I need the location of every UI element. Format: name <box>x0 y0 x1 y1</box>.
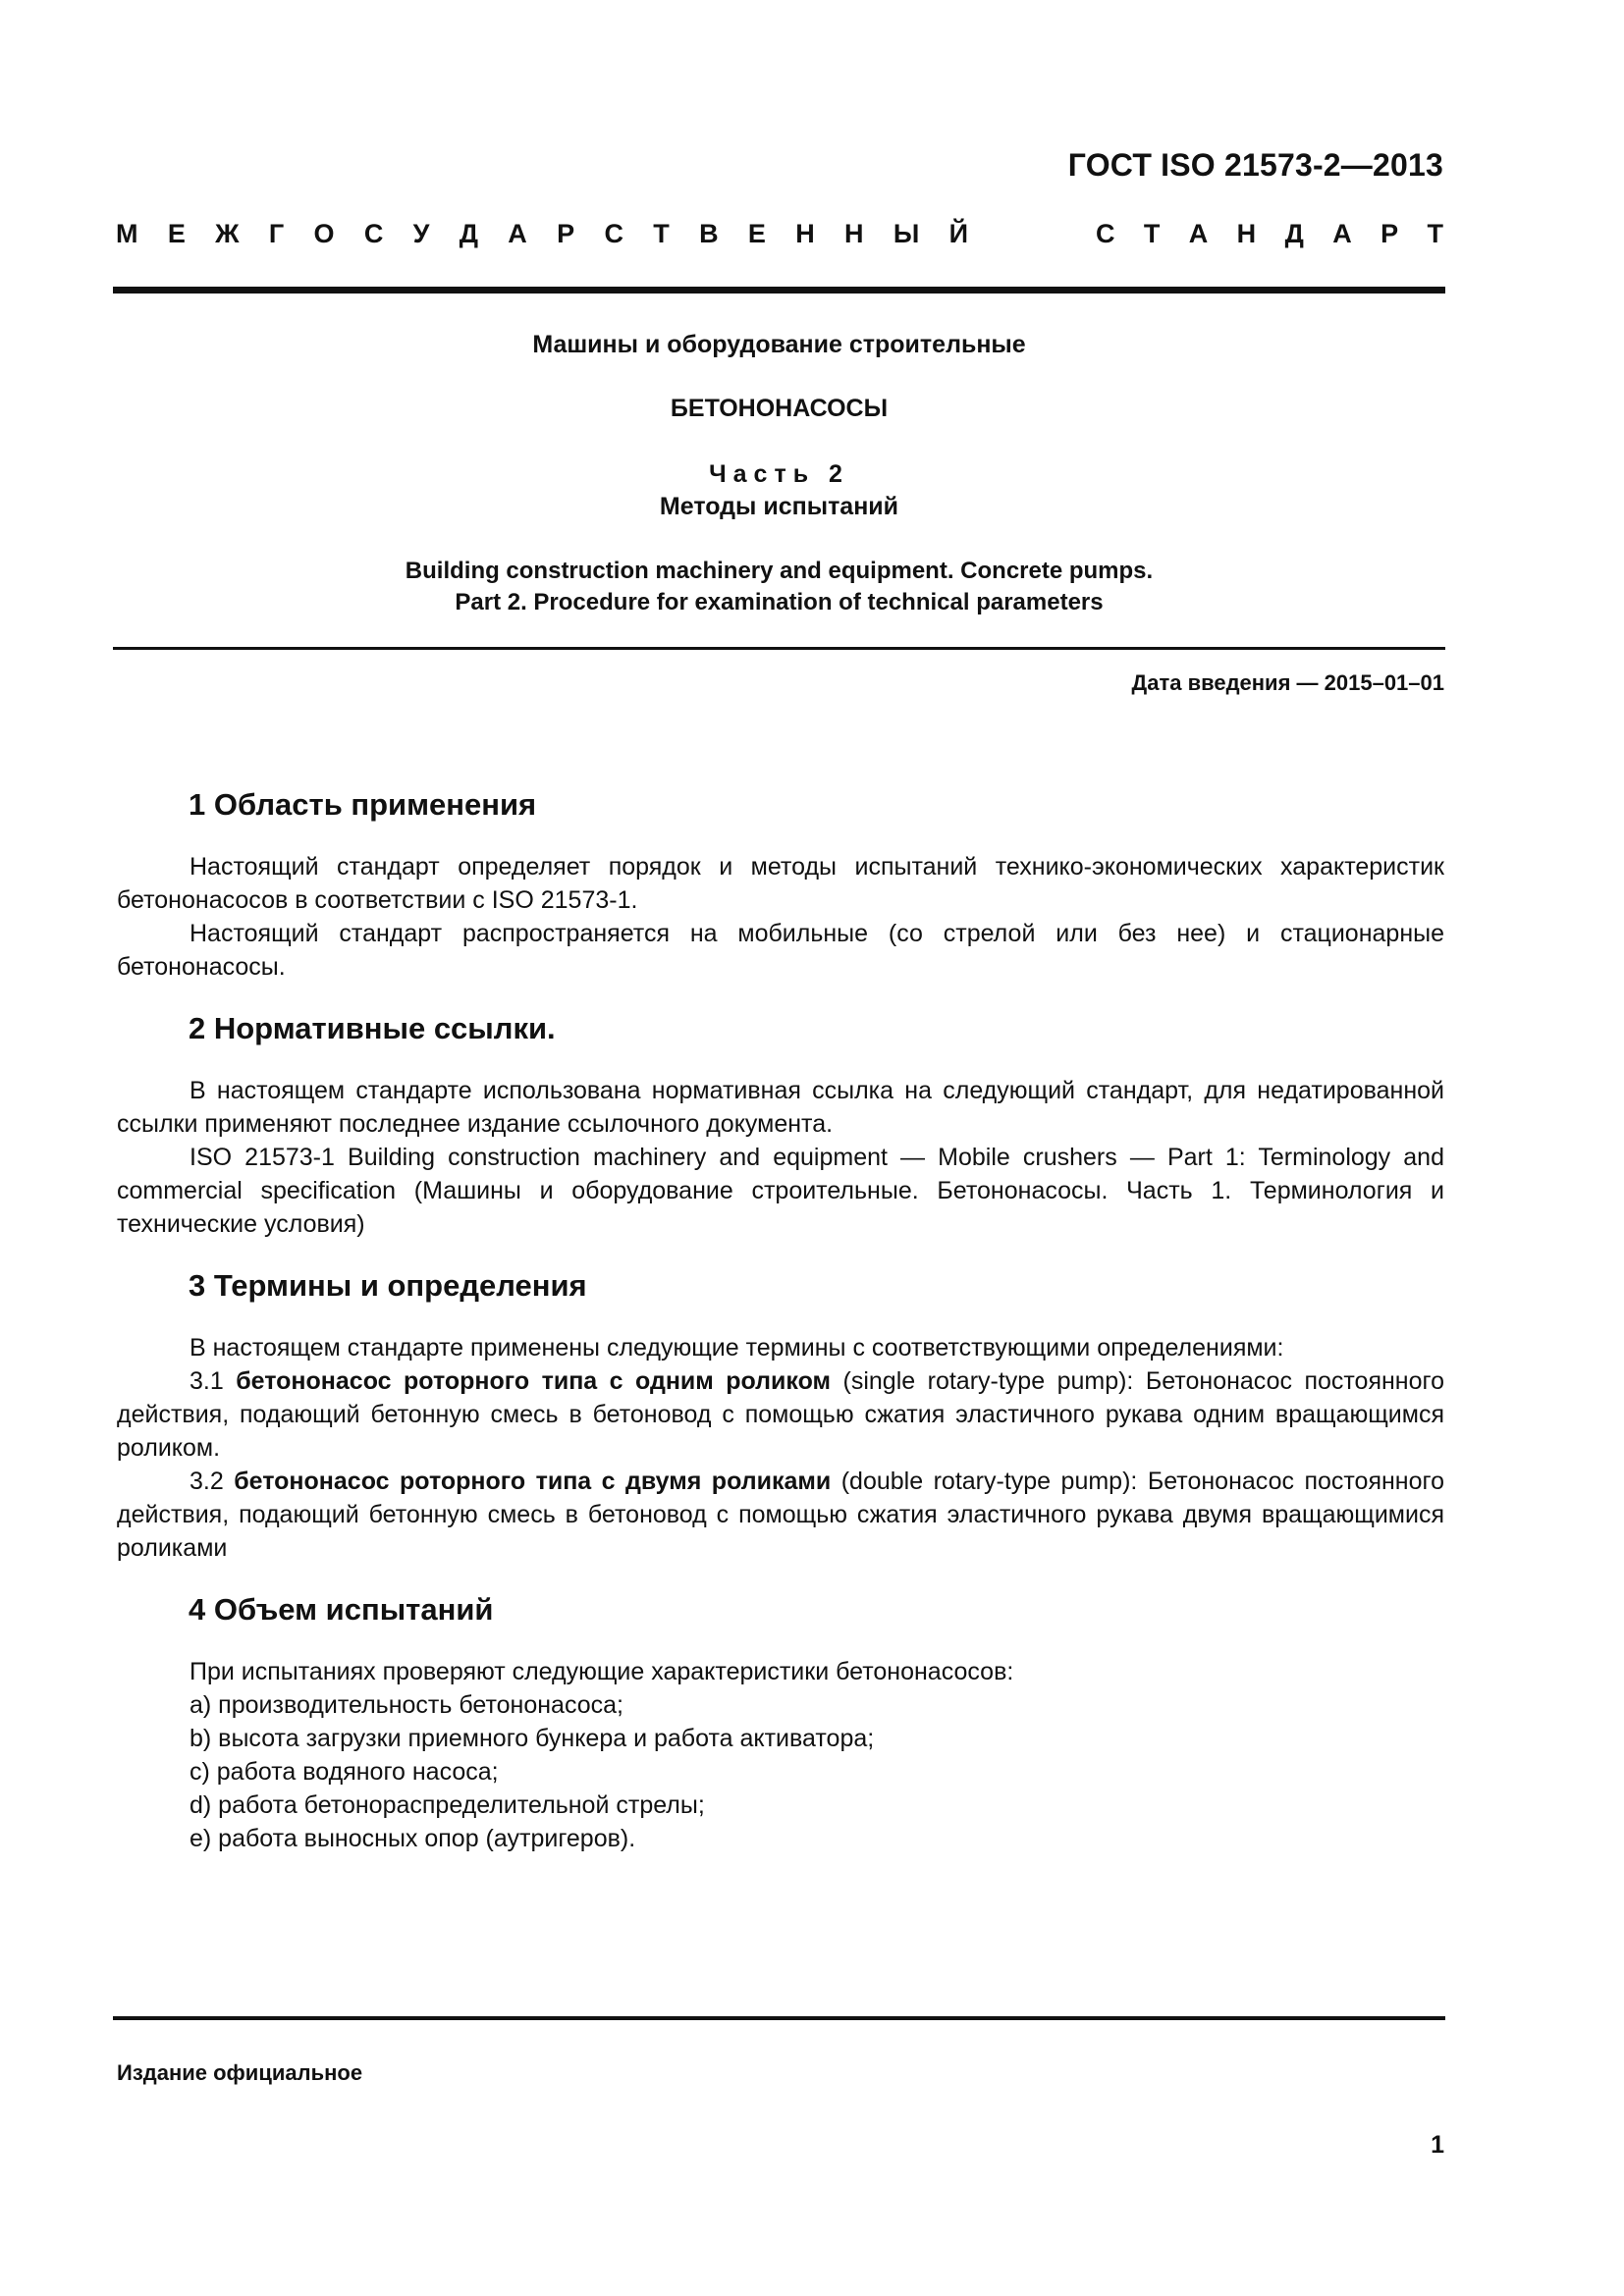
title-category: Машины и оборудование строительные <box>532 331 1026 358</box>
section-heading: 2 Нормативные ссылки. <box>189 1011 556 1045</box>
interstate-standard-heading <box>116 219 1443 249</box>
term-text: (double rotary-type pump): Бетононасос постоянного действия, подающий бетонную смесь в бетоновод с помощью сжатия эластичного рукава двумя вращающимися роликами <box>117 1468 1444 1562</box>
official-edition-label: Издание официальное <box>117 2060 363 2085</box>
heading-letter: Ы <box>893 219 920 248</box>
heading-letter: А <box>1188 219 1209 248</box>
heading-letter: Т <box>1143 219 1161 248</box>
footer-divider <box>113 2016 1445 2020</box>
section-heading: 1 Область применения <box>189 787 537 822</box>
section-test-scope <box>117 1590 1444 1855</box>
list-item: e) работа выносных опор (аутригеров). <box>189 1825 636 1852</box>
document-number: ГОСТ ISO 21573-2—2013 <box>1067 147 1443 183</box>
heading-letter: В <box>699 219 719 248</box>
heading-word-standard <box>1096 219 1443 249</box>
list-item: b) высота загрузки приемного бункера и работа активатора; <box>189 1725 875 1752</box>
heading-letter: С <box>363 219 384 248</box>
list-item: c) работа водяного насоса; <box>189 1758 499 1786</box>
heading-letter: Д <box>1284 219 1304 248</box>
heading-letter: Н <box>844 219 864 248</box>
term-number: 3.1 <box>189 1367 224 1395</box>
paragraph: При испытаниях проверяют следующие характеристики бетононасосов: <box>189 1658 1014 1685</box>
title-part: Часть 2 <box>709 460 849 488</box>
heading-letter: А <box>1332 219 1352 248</box>
title-english <box>113 556 1445 618</box>
term-number: 3.2 <box>189 1468 224 1495</box>
heading-letter: Р <box>557 219 575 248</box>
term-definition <box>117 1364 1444 1465</box>
term-name: бетононасос роторного типа с одним роликом <box>236 1367 832 1395</box>
heading-letter: Е <box>167 219 186 248</box>
heading-letter: Н <box>1236 219 1257 248</box>
paragraph: В настоящем стандарте использована нормативная ссылка на следующий стандарт, для недатированной ссылки применяют последнее издание ссылочного документа. <box>117 1077 1444 1138</box>
paragraph: Настоящий стандарт определяет порядок и методы испытаний технико-экономических характеристик бетононасосов в соответствии с ISO 21573-1. <box>117 853 1444 914</box>
heading-letter: С <box>604 219 623 248</box>
section-scope <box>117 785 1444 984</box>
heading-letter: С <box>1096 219 1115 248</box>
heading-letter: У <box>412 219 430 248</box>
list-item: d) работа бетонораспределительной стрелы; <box>189 1791 705 1819</box>
section-heading: 4 Объем испытаний <box>189 1592 494 1627</box>
heading-letter: Т <box>1427 219 1443 248</box>
heading-letter: Ж <box>215 219 240 248</box>
heading-letter: Н <box>795 219 815 248</box>
heading-letter: Т <box>653 219 670 248</box>
section-normative-references <box>117 1009 1444 1241</box>
document-body <box>117 785 1444 1881</box>
section-heading: 3 Термины и определения <box>189 1268 587 1303</box>
heading-letter: Й <box>948 219 968 248</box>
heading-letter: М <box>116 219 138 248</box>
heading-letter: Д <box>459 219 478 248</box>
title-main: БЕТОНОНАСОСЫ <box>670 395 889 422</box>
paragraph: ISO 21573-1 Building construction machinery and equipment — Mobile crushers — Part 1: Terminology and commercial specification (Машины и оборудование строительные. Бетононасосы. Часть 1. Терминология и технические условия) <box>117 1144 1444 1238</box>
paragraph: В настоящем стандарте применены следующие термины с соответствующими определениями: <box>189 1334 1284 1362</box>
list-item: a) производительность бетононасоса; <box>189 1691 623 1719</box>
section-terms-definitions <box>117 1266 1444 1565</box>
heading-letter: А <box>508 219 527 248</box>
heading-letter: Г <box>268 219 285 248</box>
term-definition <box>117 1465 1444 1565</box>
title-english-line1: Building construction machinery and equipment. Concrete pumps. <box>405 558 1154 584</box>
header-divider <box>113 287 1445 294</box>
heading-letter: О <box>313 219 335 248</box>
heading-letter: Р <box>1380 219 1399 248</box>
title-english-line2: Part 2. Procedure for examination of technical parameters <box>455 589 1104 615</box>
term-name: бетононасос роторного типа с двумя роликами <box>234 1468 832 1495</box>
heading-letter: Е <box>747 219 766 248</box>
term-text: (single rotary-type pump): Бетононасос постоянного действия, подающий бетонную смесь в бетоновод с помощью сжатия эластичного рукава одним вращающимся роликом. <box>117 1367 1444 1462</box>
title-subtitle: Методы испытаний <box>659 493 899 520</box>
introduction-date: Дата введения — 2015–01–01 <box>1131 670 1444 695</box>
heading-word-interstate <box>116 219 968 249</box>
paragraph: Настоящий стандарт распространяется на мобильные (со стрелой или без нее) и стационарные бетононасосы. <box>117 920 1444 981</box>
title-divider <box>113 647 1445 650</box>
page-number: 1 <box>1431 2131 1444 2159</box>
